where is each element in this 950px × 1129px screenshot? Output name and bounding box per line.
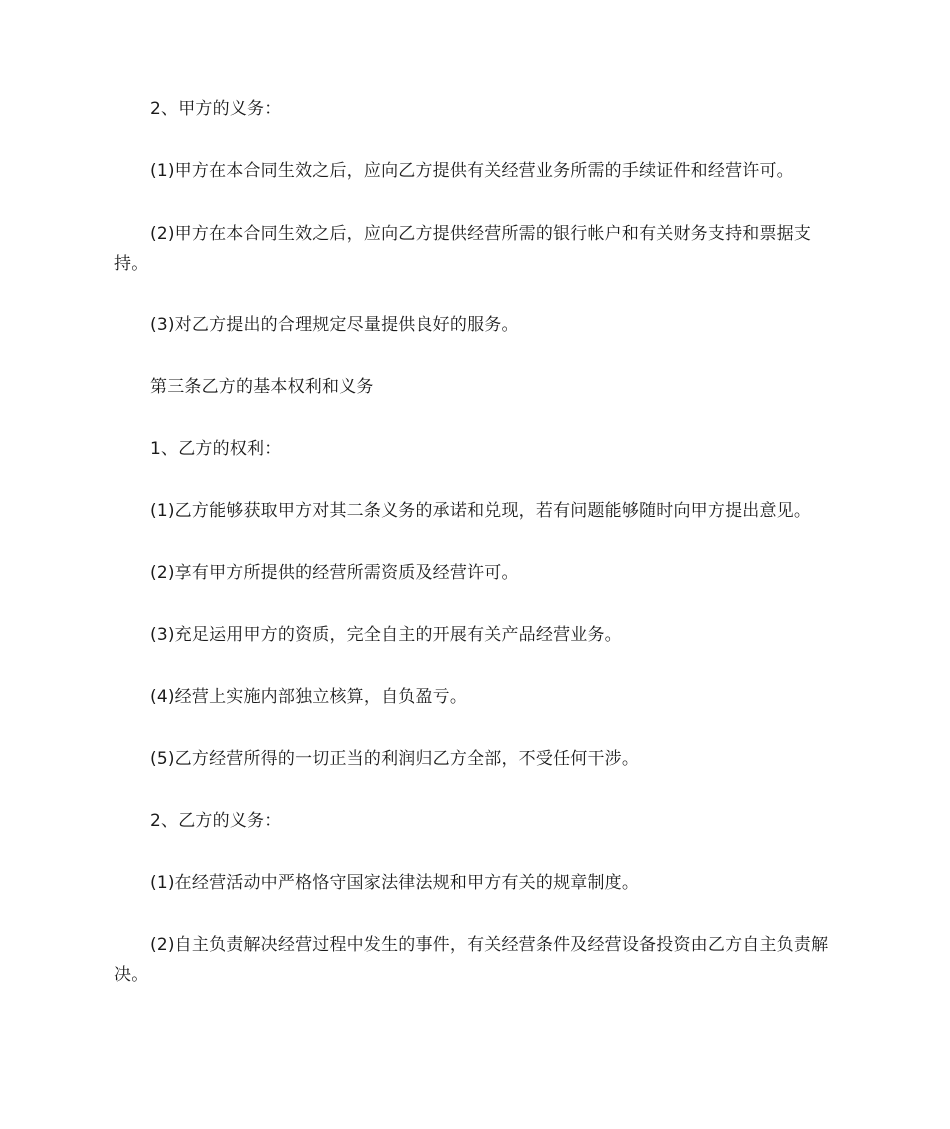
section-heading-party-b-rights: 1、乙方的权利： [150,439,282,459]
paragraph-party-a-obligation-1: (1)甲方在本合同生效之后，应向乙方提供有关经营业务所需的手续证件和经营许可。 [150,161,794,181]
section-heading-party-b-obligations: 2、乙方的义务： [150,811,282,831]
paragraph-party-b-right-3: (3)充足运用甲方的资质，完全自主的开展有关产品经营业务。 [150,625,622,645]
paragraph-party-b-right-2: (2)享有甲方所提供的经营所需资质及经营许可。 [150,563,519,583]
paragraph-party-b-obligation-2: (2)自主负责解决经营过程中发生的事件，有关经营条件及经营设备投资由乙方自主负责解决。 [114,935,829,985]
paragraph-party-a-obligation-3: (3)对乙方提出的合理规定尽量提供良好的服务。 [150,315,519,335]
paragraph-party-a-obligation-2: (2)甲方在本合同生效之后，应向乙方提供经营所需的银行帐户和有关财务支持和票据支持。 [114,224,812,274]
section-heading-party-a-obligations: 2、甲方的义务： [150,99,282,119]
paragraph-party-b-right-4: (4)经营上实施内部独立核算，自负盈亏。 [150,687,468,707]
paragraph-party-b-right-1: (1)乙方能够获取甲方对其二条义务的承诺和兑现，若有问题能够随时向甲方提出意见。 [150,501,812,521]
paragraph-party-b-right-5: (5)乙方经营所得的一切正当的利润归乙方全部，不受任何干涉。 [150,749,640,769]
paragraph-party-b-obligation-1: (1)在经营活动中严格恪守国家法律法规和甲方有关的规章制度。 [150,873,640,893]
article-heading-party-b: 第三条乙方的基本权利和义务 [150,377,374,397]
